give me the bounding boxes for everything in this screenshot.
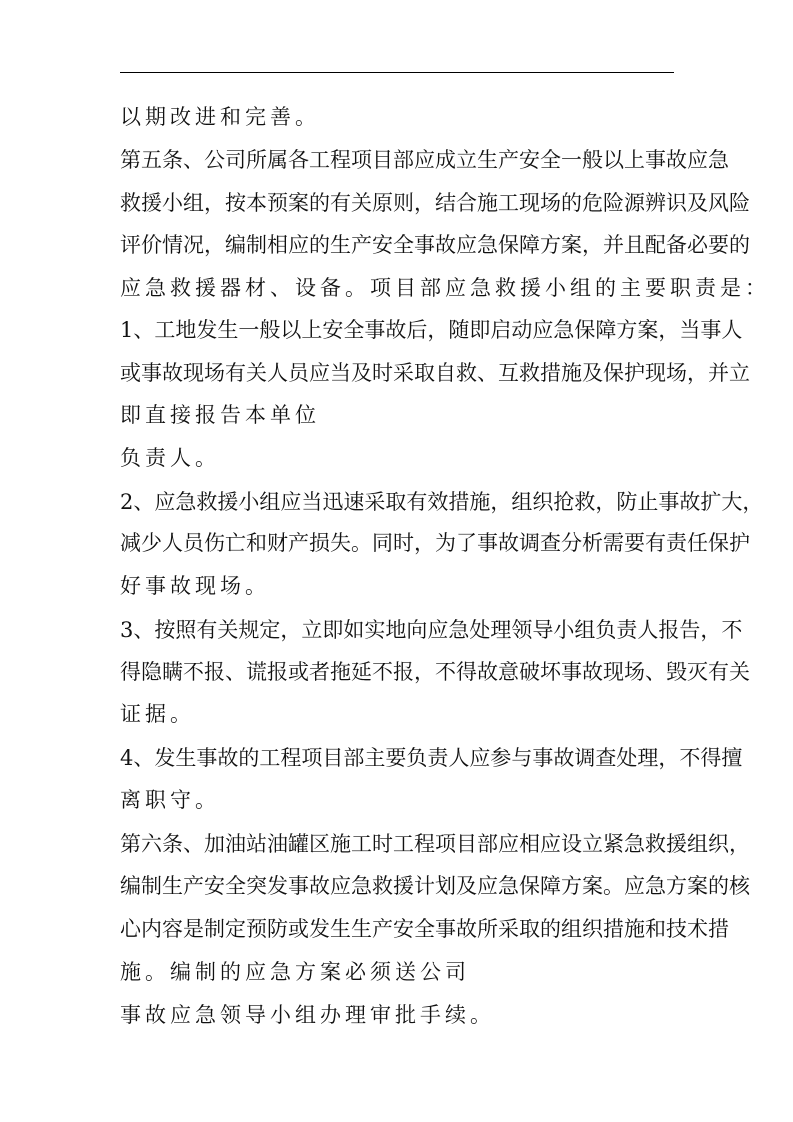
text-line: 3、按照有关规定，立即如实地向应急处理领导小组负责人报告，不	[120, 618, 743, 642]
text-line: 编制生产安全突发事故应急救援计划及应急保障方案。应急方案的核	[120, 874, 750, 898]
text-line: 离职守。	[120, 788, 220, 812]
text-line: 应急救援器材、设备。项目部应急救援小组的主要职责是：	[120, 276, 770, 300]
text-line: 评价情况，编制相应的生产安全事故应急保障方案，并且配备必要的	[120, 233, 750, 257]
text-line: 即直接报告本单位	[120, 403, 320, 427]
text-line: 证据。	[120, 702, 195, 726]
text-line: 1、工地发生一般以上安全事故后，随即启动应急保障方案，当事人	[120, 318, 743, 342]
text-line: 2、应急救援小组应当迅速采取有效措施，组织抢救，防止事故扩大，	[120, 490, 764, 514]
text-line: 事故应急领导小组办理审批手续。	[120, 1003, 495, 1027]
text-line: 得隐瞒不报、谎报或者拖延不报，不得故意破坏事故现场、毁灭有关	[120, 660, 750, 684]
text-line: 或事故现场有关人员应当及时采取自救、互救措施及保护现场，并立	[120, 361, 750, 385]
text-line: 减少人员伤亡和财产损失。同时，为了事故调查分析需要有责任保护	[120, 531, 750, 555]
text-line: 第五条、公司所属各工程项目部应成立生产安全一般以上事故应急	[120, 148, 729, 172]
text-line: 好事故现场。	[120, 574, 270, 598]
header-rule	[120, 72, 674, 73]
text-line: 负责人。	[120, 446, 220, 470]
text-line: 4、发生事故的工程项目部主要负责人应参与事故调查处理，不得擅	[120, 746, 743, 770]
text-line: 第六条、加油站油罐区施工时工程项目部应相应设立紧急救援组织，	[120, 832, 750, 856]
text-line: 以期改进和完善。	[120, 105, 320, 129]
text-line: 救援小组，按本预案的有关原则，结合施工现场的危险源辨识及风险	[120, 191, 750, 215]
text-line: 施。编制的应急方案必须送公司	[120, 960, 470, 984]
text-line: 心内容是制定预防或发生生产安全事故所采取的组织措施和技术措	[120, 917, 729, 941]
